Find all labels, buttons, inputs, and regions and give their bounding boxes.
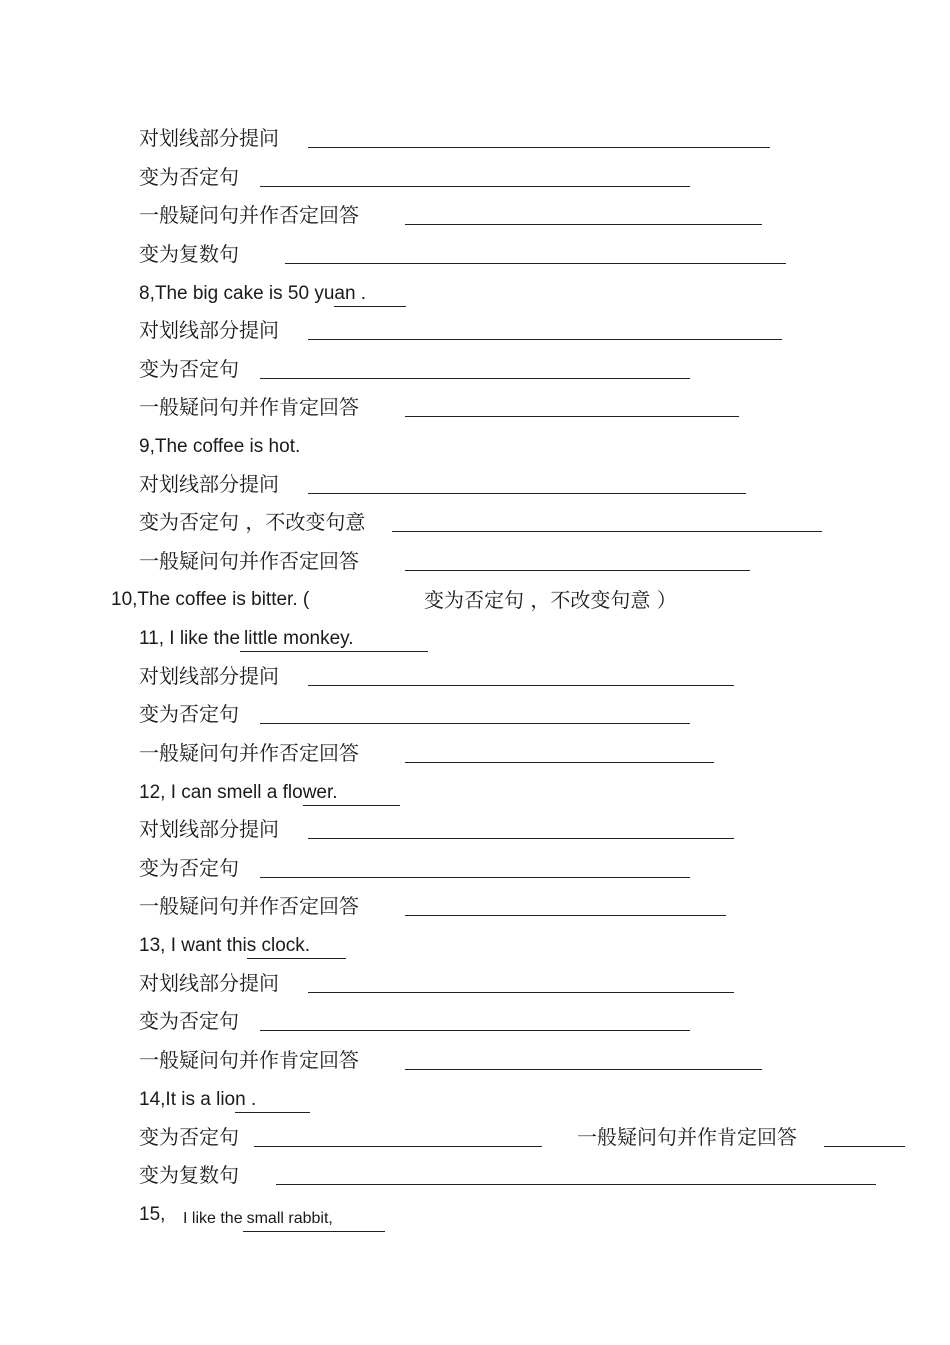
task-label: 变为否定句 ，不改变句意: [139, 510, 366, 534]
task-label: 对划线部分提问: [139, 472, 279, 496]
question-text: 9,The coffee is hot.: [139, 436, 301, 457]
underlined-part: an .: [334, 282, 406, 307]
answer-line[interactable]: [260, 378, 690, 379]
answer-line[interactable]: [260, 1030, 690, 1031]
answer-line[interactable]: [308, 339, 782, 340]
answer-line[interactable]: [276, 1184, 876, 1185]
answer-line[interactable]: [405, 1069, 762, 1070]
underlined-part: small rabbit,: [243, 1207, 385, 1232]
answer-line[interactable]: [308, 685, 734, 686]
task-label: 一般疑问句并作否定回答: [139, 741, 359, 765]
answer-line[interactable]: [308, 992, 734, 993]
task-label: 一般疑问句并作否定回答: [139, 549, 359, 573]
answer-line[interactable]: [260, 186, 690, 187]
answer-line[interactable]: [260, 877, 690, 878]
question-text: 13, I want this clock.: [139, 934, 346, 959]
answer-line[interactable]: [405, 224, 762, 225]
task-label: 对划线部分提问: [139, 664, 279, 688]
question-text: 8,The big cake is 50 yuan .: [139, 282, 406, 307]
answer-line[interactable]: [254, 1146, 542, 1147]
task-label: 变为否定句: [139, 1009, 239, 1033]
question-number: 15,: [139, 1204, 166, 1225]
task-label: 一般疑问句并作肯定回答: [139, 395, 359, 419]
question-text: 14,It is a lion .: [139, 1088, 310, 1113]
underlined-part: little monkey.: [240, 627, 427, 652]
answer-line[interactable]: [405, 416, 739, 417]
task-label: 一般疑问句并作否定回答: [139, 894, 359, 918]
task-label: 对划线部分提问: [139, 971, 279, 995]
task-label: 一般疑问句并作肯定回答: [139, 1048, 359, 1072]
task-label: 变为否定句: [139, 357, 239, 381]
answer-line[interactable]: [308, 147, 770, 148]
answer-line[interactable]: [392, 531, 822, 532]
underlined-part: n .: [235, 1088, 310, 1113]
task-label: 变为复数句: [139, 1163, 239, 1187]
task-label: 变为否定句: [139, 1125, 239, 1149]
answer-line[interactable]: [405, 915, 726, 916]
question-text: 12, I can smell a flower.: [139, 781, 400, 806]
task-label: 一般疑问句并作否定回答: [139, 203, 359, 227]
task-label: 对划线部分提问: [139, 126, 279, 150]
answer-line[interactable]: [308, 838, 734, 839]
task-label: 变为否定句: [139, 702, 239, 726]
answer-line[interactable]: [824, 1146, 905, 1147]
answer-line[interactable]: [405, 570, 750, 571]
task-label: 变为否定句: [139, 856, 239, 880]
answer-line[interactable]: [308, 493, 746, 494]
question-text: I like the small rabbit,: [183, 1207, 385, 1232]
answer-line[interactable]: [285, 263, 786, 264]
answer-line[interactable]: [405, 762, 714, 763]
task-label: 变为复数句: [139, 242, 239, 266]
answer-line[interactable]: [260, 723, 690, 724]
question-text: 10,The coffee is bitter. (: [111, 589, 310, 610]
question-instruction: 变为否定句 ，不改变句意 ）: [424, 588, 677, 612]
underlined-part: s clock.: [247, 934, 346, 959]
task-label: 一般疑问句并作肯定回答: [577, 1125, 797, 1149]
question-text: 11, I like the little monkey.: [139, 627, 428, 652]
task-label: 变为否定句: [139, 165, 239, 189]
task-label: 对划线部分提问: [139, 817, 279, 841]
underlined-part: wer.: [303, 781, 400, 806]
task-label: 对划线部分提问: [139, 318, 279, 342]
